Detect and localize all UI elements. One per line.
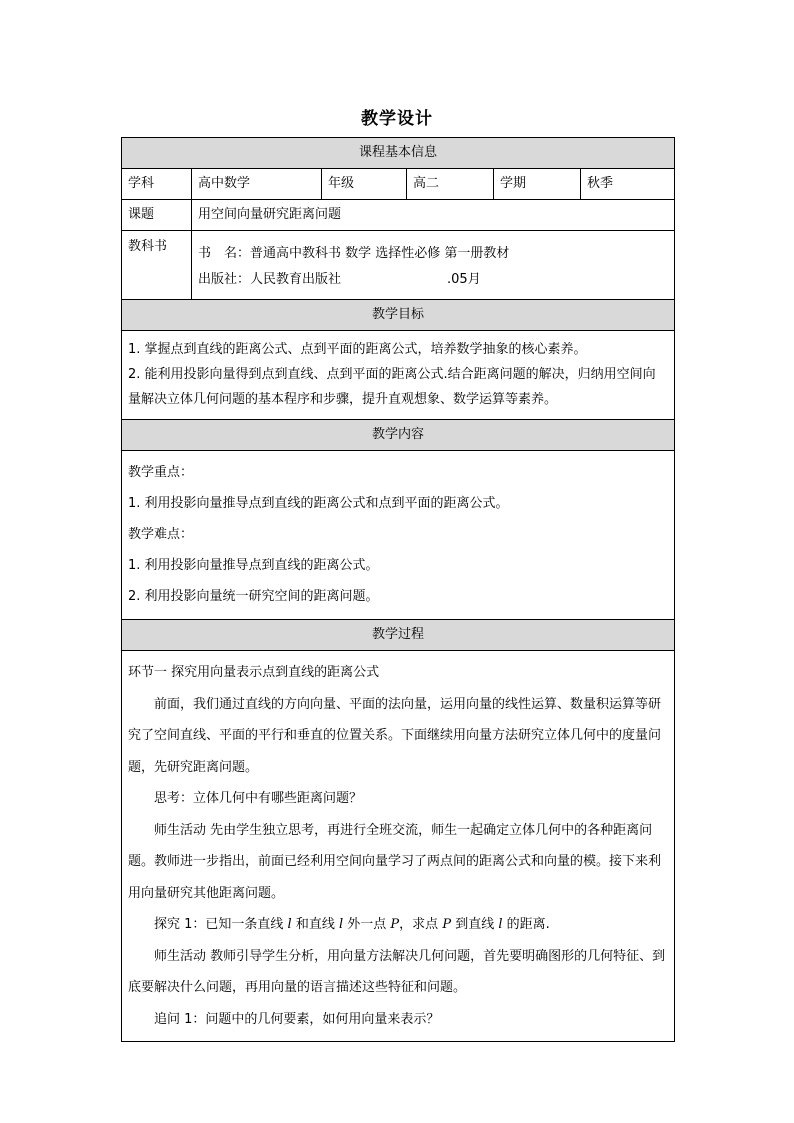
term-value: 秋季 [581,169,675,200]
term-label: 学期 [494,169,581,200]
section-header-content [122,420,675,451]
content-cell [122,451,675,620]
row-subject [122,169,675,200]
textbook-date: .05月 [447,272,481,287]
explore-text: 外一点 [343,917,391,932]
math-variable: l [338,917,344,932]
key-points-label: 教学重点： [128,465,194,480]
difficult-points-label: 教学难点： [128,527,194,542]
explore-text: 到直线 [451,917,499,932]
objective-item: 2. 能利用投影向量得到点到直线、点到平面的距离公式.结合距离问题的解决，归纳用空间向量解决立体几何问题的基本程序和步骤，提升直观想象、数学运算等素养。 [128,367,656,407]
section-header-process [122,620,675,651]
key-point-item: 1. 利用投影向量推导点到直线的距离公式和点到平面的距离公式。 [128,496,509,511]
explore-text: 和直线 [291,917,339,932]
process-paragraph: 师生活动 先由学生独立思考，再进行全班交流，师生一起确定立体几何中的各种距离问题。教师进一步指出，前面已经利用空间向量学习了两点间的距离公式和向量的模。接下来利用向量研究其他距离问题。 [128,822,662,901]
section-title: 教学目标 [122,300,675,331]
textbook-label: 教科书 [122,231,192,300]
objectives-cell [122,331,675,420]
section-header-objectives [122,300,675,331]
difficult-point-item: 1. 利用投影向量推导点到直线的距离公式。 [128,558,379,573]
explore-question [128,909,668,941]
subject-label: 学科 [122,169,192,200]
row-topic [122,200,675,231]
process-paragraph: 师生活动 教师引导学生分析，用向量方法解决几何问题，首先要明确图形的几何特征、到底要解决什么问题，再用向量的语言描述这些特征和问题。 [128,948,666,995]
math-variable: P [442,917,452,932]
process-paragraph: 前面，我们通过直线的方向向量、平面的法向量，运用向量的线性运算、数量积运算等研究了空间直线、平面的平行和垂直的位置关系。下面继续用向量方法研究立体几何中的度量问题，先研究距离问题。 [128,696,662,775]
step-heading: 环节一 探究用向量表示点到直线的距离公式 [128,665,380,680]
followup-question: 追问 1：问题中的几何要素，如何用向量来表示？ [154,1011,440,1027]
explore-text: 探究 1：已知一条直线 [154,917,288,932]
process-cell [122,651,675,1042]
section-title: 教学内容 [122,420,675,451]
textbook-publisher: 出版社：人民教育出版社 [198,272,342,287]
think-question: 思考：立体几何中有哪些距离问题？ [154,791,363,806]
objective-item: 1. 掌握点到直线的距离公式、点到平面的距离公式，培养数学抽象的核心素养。 [128,342,587,357]
topic-label: 课题 [122,200,192,231]
section-header-basic-info [122,138,675,169]
math-variable: l [498,917,503,932]
lesson-plan-table [121,137,675,1042]
math-variable: P [390,917,400,932]
explore-text: 的距离. [502,917,550,932]
section-title: 教学过程 [122,620,675,651]
textbook-name: 书 名：普通高中教科书 数学 选择性必修 第一册教材 [198,246,510,261]
textbook-publisher-line [198,269,668,291]
grade-value: 高二 [407,169,494,200]
explore-text: ，求点 [399,917,443,932]
grade-label: 年级 [322,169,407,200]
subject-value: 高中数学 [192,169,322,200]
document-title: 教学设计 [361,109,433,129]
textbook-info [192,231,675,300]
math-variable: l [287,917,292,932]
difficult-point-item: 2. 利用投影向量统一研究空间的距离问题。 [128,589,379,604]
row-textbook [122,231,675,300]
topic-value: 用空间向量研究距离问题 [192,200,675,231]
row-content [122,451,675,620]
row-process [122,651,675,1042]
section-title: 课程基本信息 [122,138,675,169]
row-objectives [122,331,675,420]
